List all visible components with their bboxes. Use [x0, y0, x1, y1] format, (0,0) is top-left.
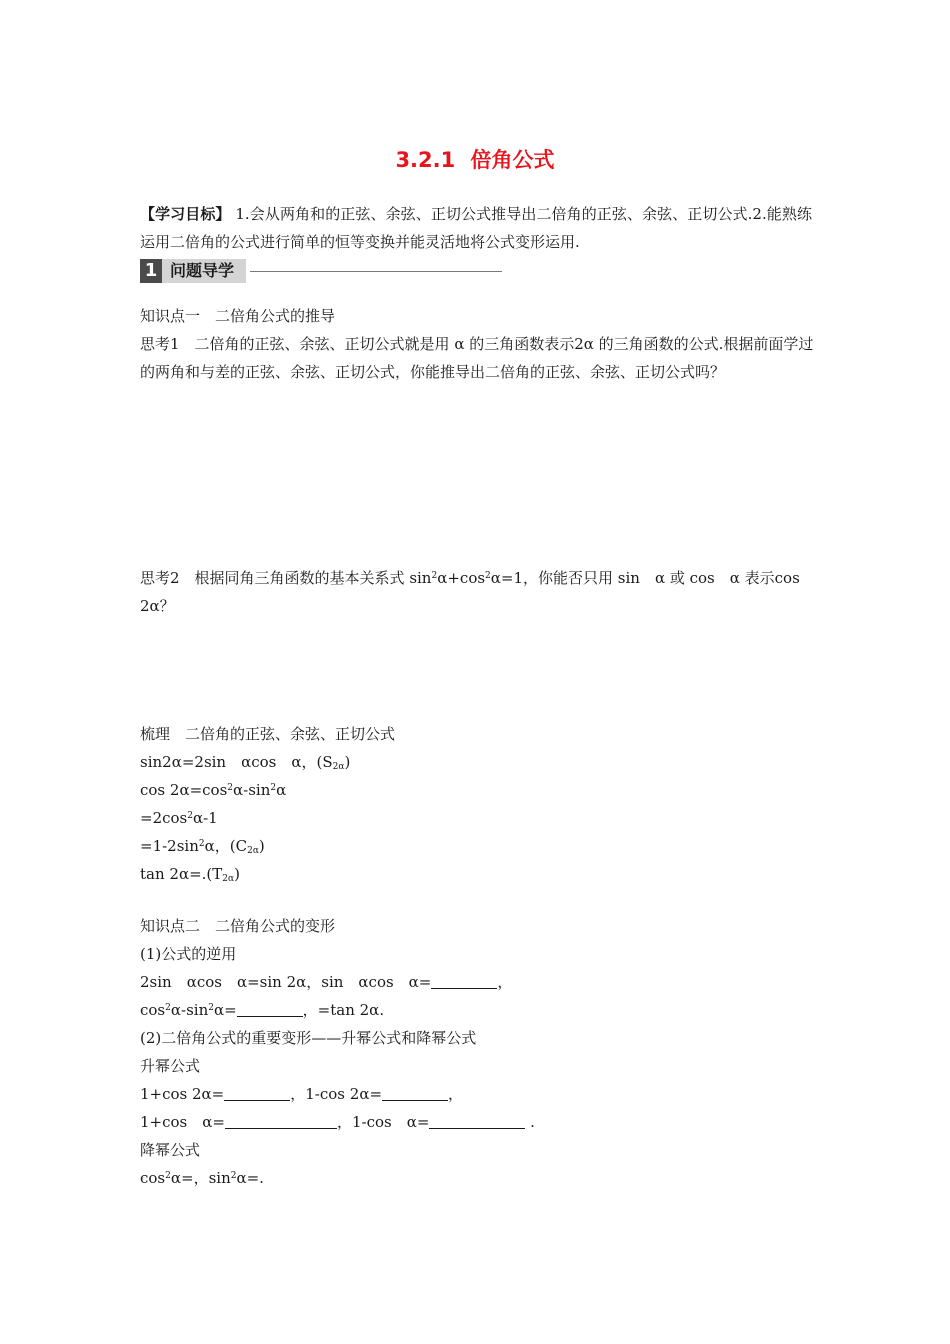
lower-power-heading: 降幂公式 [140, 1141, 201, 1159]
blank-field [431, 972, 497, 989]
objectives-text: 1.会从两角和的正弦、余弦、正切公式推导出二倍角的正弦、余弦、正切公式.2.能熟练运用二倍角的公式进行简单的恒等变换并能灵活地将公式变形运用. [140, 205, 812, 251]
banner-title: 问题导学 [162, 259, 246, 283]
formula-c2a-line2: $=2\cos^2\alpha-1$ [140, 809, 218, 827]
page-title [0, 144, 950, 174]
raise-power-heading: 升幂公式 [140, 1057, 201, 1075]
formula-t2a: $\tan 2\alpha=.(T_{2\alpha})$ [140, 865, 240, 884]
lower-row: $\cos^2\alpha=$，$\sin^2\alpha=$. [140, 1169, 264, 1187]
think2-text-c: α=1，你能否只用 sin α 或 cos α 表示cos 2α？ [140, 569, 800, 615]
blank-field [225, 1112, 337, 1129]
blank-field [224, 1084, 290, 1101]
summary-formulas [140, 720, 820, 888]
banner-number: 1 [140, 259, 162, 283]
kp1-heading: 知识点一 二倍角公式的推导 [140, 307, 336, 325]
raise-row-1: 1+cos 2α= ，1-cos 2α= ， [140, 1085, 464, 1103]
kp2-sub2: (2)二倍角公式的重要变形——升幂公式和降幂公式 [140, 1029, 477, 1047]
blank-field [237, 1000, 303, 1017]
formula-c2a-line3: $=1-2\sin^2\alpha$，$(C_{2\alpha})$ [140, 837, 265, 856]
inverse-row-1: 2sin αcos α=sin 2α，sin αcos α= ， [140, 973, 513, 991]
blank-field [382, 1084, 448, 1101]
think-1: 思考1 二倍角的正弦、余弦、正切公式就是用 α 的三角函数表示2α 的三角函数的公式.根据前面学过的两角和与差的正弦、余弦、正切公式，你能推导出二倍角的正弦、余弦、正切公式吗？ [140, 335, 814, 381]
section-number: 3.2.1 [395, 148, 456, 172]
think2-text-b: α+cos [437, 569, 486, 587]
formula-s2a: sin2α=2sin αcos α，$(S_{2\alpha})$ [140, 753, 351, 772]
learning-objectives [140, 200, 812, 256]
banner-divider [250, 271, 502, 272]
summary-heading: 梳理 二倍角的正弦、余弦、正切公式 [140, 725, 396, 743]
objectives-label: 【学习目标】 [140, 205, 231, 223]
blank-field [429, 1112, 525, 1129]
section-banner [140, 259, 502, 283]
kp2-heading: 知识点二 二倍角公式的变形 [140, 917, 336, 935]
think2-text-a: 思考2 根据同角三角函数的基本关系式 sin [140, 569, 432, 587]
knowledge-point-2 [140, 912, 820, 1192]
formula-c2a-line1: $\cos 2\alpha=\cos^2\alpha-\sin^2\alpha$ [140, 781, 287, 799]
title-text: 倍角公式 [470, 148, 555, 172]
inverse-row-2: $\cos^2\alpha-\sin^2\alpha=$ ，=tan 2α. [140, 1001, 385, 1019]
knowledge-point-1 [140, 302, 820, 386]
raise-row-2: 1+cos α= ，1-cos α= . [140, 1113, 535, 1131]
think-2: 思考2 根据同角三角函数的基本关系式 $\sin^2\alpha+\cos^2\alpha=1$，你能否只用 sin α 或 cos α 表示cos 2α？ [140, 569, 800, 615]
kp2-sub1: (1)公式的逆用 [140, 945, 237, 963]
